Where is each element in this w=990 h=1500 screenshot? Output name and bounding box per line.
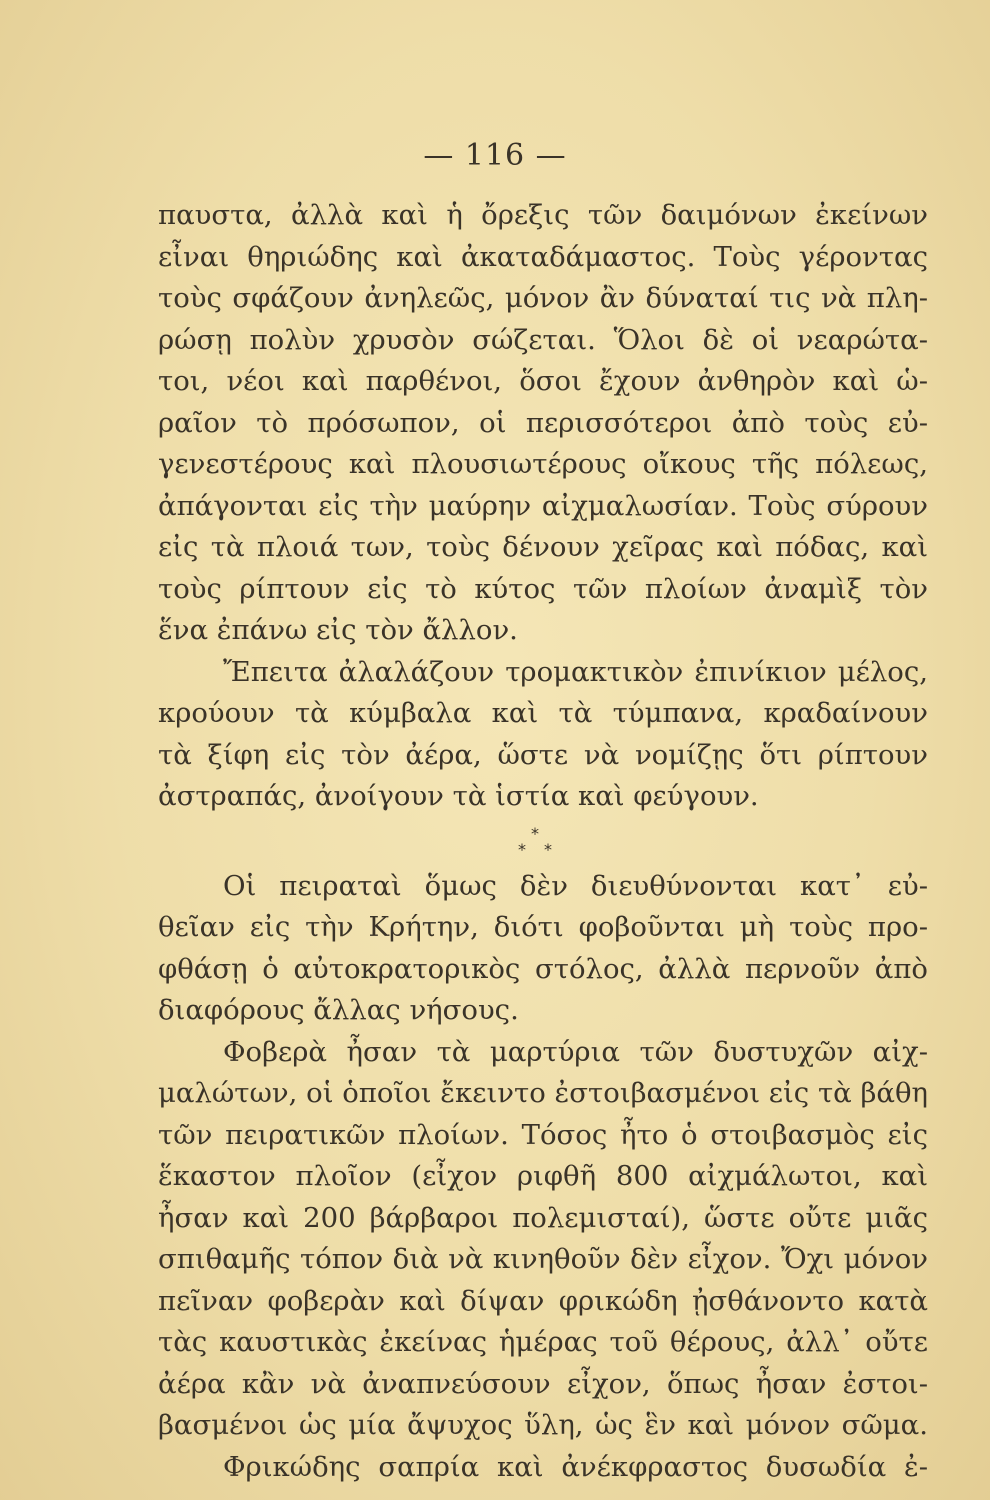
text-line: ἕκαστον πλοῖον (εἶχον ριφθῆ 800 αἰχμάλωτοι, καὶ: [158, 1160, 928, 1192]
text-line: μαλώτων, οἱ ὁποῖοι ἔκειντο ἐστοιβασμένοι εἰς τὰ βάθη: [158, 1077, 928, 1109]
paragraph-1: [158, 195, 928, 652]
text-line: φθάσῃ ὁ αὐτοκρατορικὸς στόλος, ἀλλὰ περνοῦν ἀπὸ: [158, 952, 928, 985]
section-separator: [158, 818, 928, 866]
text-line: Ἔπειτα ἀλαλάζουν τρομακτικὸν ἐπινίκιον μέλος,: [223, 655, 928, 688]
text-line: εἰς τὰ πλοιά των, τοὺς δένουν χεῖρας καὶ πόδας, καὶ: [158, 531, 928, 563]
text-line: κρούουν τὰ κύμβαλα καὶ τὰ τύμπανα, κραδαίνουν: [158, 697, 928, 729]
text-line: σπιθαμῆς τόπον διὰ νὰ κινηθοῦν δὲν εἶχον. Ὄχι μόνον: [158, 1243, 928, 1275]
text-line: τοι, νέοι καὶ παρθένοι, ὅσοι ἔχουν ἀνθηρὸν καὶ ὡ-: [158, 365, 928, 397]
text-line: τοὺς σφάζουν ἀνηλεῶς, μόνον ἂν δύναταί τις νὰ πλη-: [158, 282, 928, 314]
text-line: τοὺς ρίπτουν εἰς τὸ κύτος τῶν πλοίων ἀναμὶξ τὸν: [158, 572, 928, 605]
text-line: ρώσῃ πολὺν χρυσὸν σώζεται. Ὅλοι δὲ οἱ νεαρώτα-: [158, 323, 928, 356]
text-line: τῶν πειρατικῶν πλοίων. Τόσος ἦτο ὁ στοιβασμὸς εἰς: [158, 1118, 928, 1151]
paragraph-4: [158, 1032, 928, 1447]
text-line: τὰς καυστικὰς ἐκείνας ἡμέρας τοῦ θέρους, ἀλλ᾽ οὔτε: [158, 1326, 928, 1358]
text-line: βασμένοι ὡς μία ἄψυχος ὕλη, ὡς ἓν καὶ μόνον σῶμα.: [158, 1409, 928, 1441]
text-line: ραῖον τὸ πρόσωπον, οἱ περισσότεροι ἀπὸ τοὺς εὐ-: [158, 406, 928, 439]
text-line: διαφόρους ἄλλας νήσους.: [158, 994, 519, 1026]
paragraph-2: [158, 652, 928, 818]
text-line: Φοβερὰ ἦσαν τὰ μαρτύρια τῶν δυστυχῶν αἰχ-: [223, 1035, 928, 1068]
star-icon: *: [531, 823, 539, 843]
paragraph-3: [158, 866, 928, 1032]
paragraph-5: [158, 1447, 928, 1489]
text-line: γενεστέρους καὶ πλουσιωτέρους οἴκους τῆς πόλεως,: [158, 448, 928, 480]
text-line: Οἱ πειραταὶ ὅμως δὲν διευθύνονται κατ᾽ εὐ-: [223, 869, 928, 902]
body-text: [158, 195, 928, 1488]
text-line: θεῖαν εἰς τὴν Κρήτην, διότι φοβοῦνται μὴ τοὺς προ-: [158, 911, 928, 943]
text-line: ἀέρα κἂν νὰ ἀναπνεύσουν εἶχον, ὅπως ἦσαν ἐστοι-: [158, 1367, 928, 1400]
page-number: — 116 —: [423, 138, 567, 173]
text-line: ἕνα ἐπάνω εἰς τὸν ἄλλον.: [158, 614, 518, 646]
text-line: ἀστραπάς, ἀνοίγουν τὰ ἱστία καὶ φεύγουν.: [158, 780, 759, 812]
star-icon: *: [518, 839, 526, 859]
text-line: πεῖναν φοβερὰν καὶ δίψαν φρικώδη ᾐσθάνοντο κατὰ: [158, 1284, 928, 1317]
text-line: ἀπάγονται εἰς τὴν μαύρην αἰχμαλωσίαν. Τοὺς σύρουν: [158, 489, 928, 522]
text-line: τὰ ξίφη εἰς τὸν ἀέρα, ὥστε νὰ νομίζῃς ὅτι ρίπτουν: [158, 738, 928, 771]
text-line: εἶναι θηριώδης καὶ ἀκαταδάμαστος. Τοὺς γέροντας: [158, 240, 928, 273]
text-line: παυστα, ἀλλὰ καὶ ἡ ὄρεξις τῶν δαιμόνων ἐκείνων: [158, 199, 928, 231]
text-line: ἦσαν καὶ 200 βάρβαροι πολεμισταί), ὥστε οὔτε μιᾶς: [158, 1201, 928, 1234]
text-line: Φρικώδης σαπρία καὶ ἀνέκφραστος δυσωδία ἐ-: [223, 1450, 928, 1483]
star-icon: *: [544, 839, 552, 859]
